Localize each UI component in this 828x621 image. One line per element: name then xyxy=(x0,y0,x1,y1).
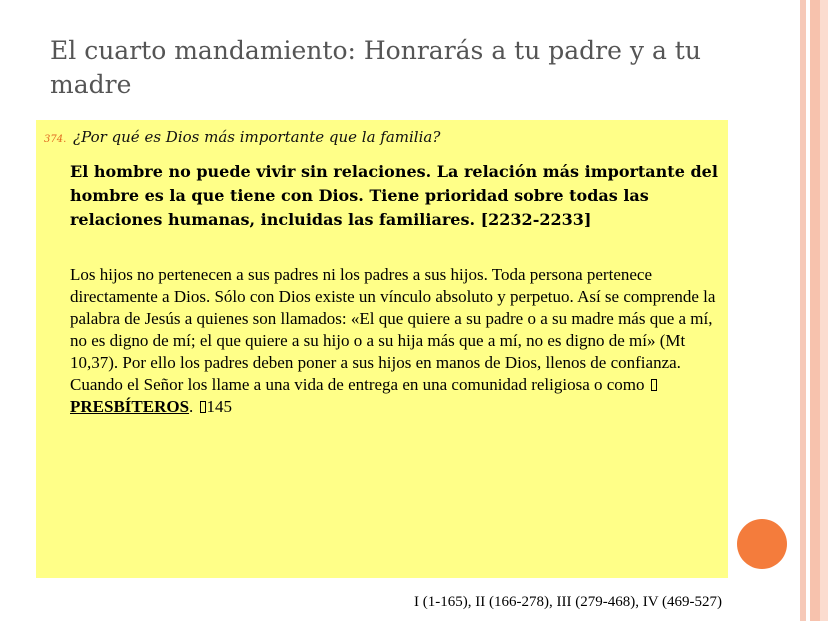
question-number: 374. xyxy=(44,134,67,145)
missing-glyph-icon xyxy=(200,401,206,413)
answer-body-text: Los hijos no pertenecen a sus padres ni los padres a sus hijos. Toda persona pertenece directamente a Dios. Sólo con Dios existe un vínculo absoluto y perpetuo. Así se comprende la palabra de Jesús a quienes son llamados: «El que quiere a su padre o a su madre más que a mí, no es digno de mí; el que quiere a su hijo o a su hija más que a mí, no es digno de mí» (Mt 10,37). Por ello los padres deben poner a sus hijos en manos de Dios, llenos de confianza. Cuando el Señor los llame a una vida de entrega en una comunidad religiosa o como xyxy=(70,265,716,394)
question xyxy=(44,126,714,151)
answer-summary: El hombre no puede vivir sin relaciones. La relación más importante del hombre es la que tiene con Dios. Tiene prioridad sobre todas las relaciones humanas, incluidas las familiares. [2232-2233] xyxy=(70,162,718,229)
slide-title: El cuarto mandamiento: Honrarás a tu padre y a tu madre xyxy=(50,36,701,99)
right-border-stripe xyxy=(820,0,828,621)
after-link-text: . xyxy=(189,397,194,416)
presbiteros-link[interactable]: PRESBÍTEROS xyxy=(70,397,190,416)
reference-number: 145 xyxy=(206,397,233,416)
question-text: ¿Por qué es Dios más importante que la familia? xyxy=(73,128,441,146)
missing-glyph-icon xyxy=(651,379,657,391)
content-box xyxy=(36,120,728,578)
decorative-circle xyxy=(737,519,787,569)
footer-index: I (1-165), II (166-278), III (279-468), IV (469-527) xyxy=(414,594,722,610)
right-border-stripe xyxy=(810,0,820,621)
answer-body xyxy=(70,264,722,418)
